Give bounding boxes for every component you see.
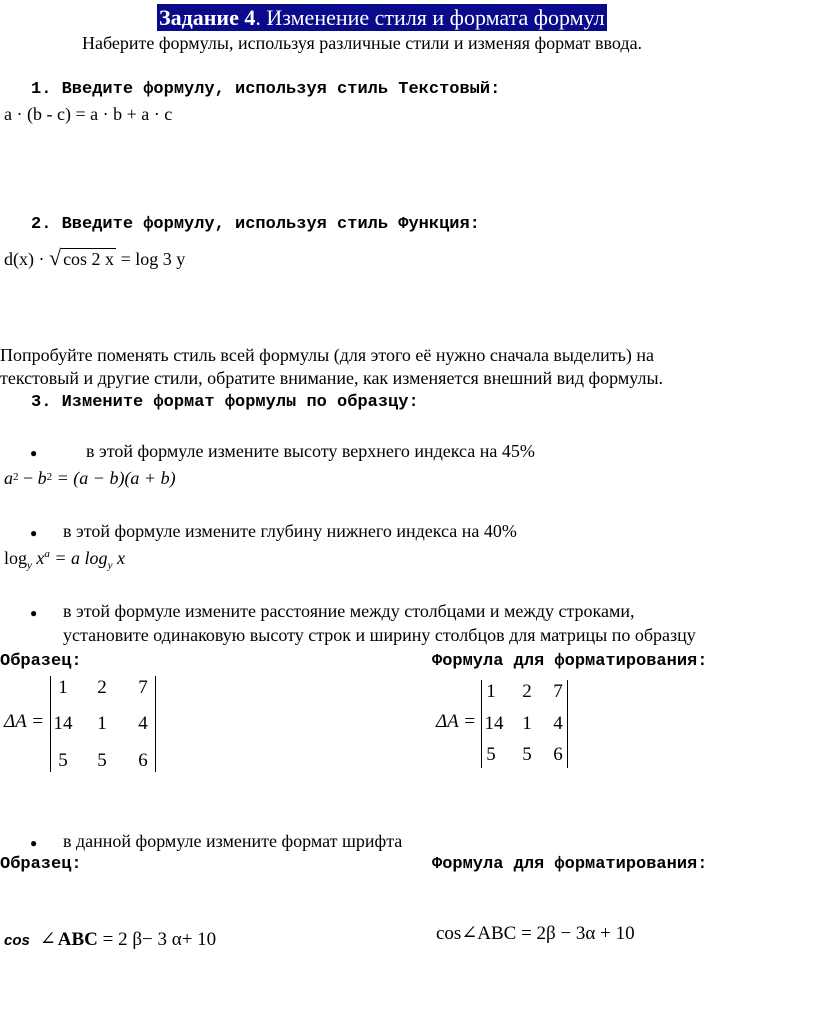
f-rest: = (a − b)(a + b) bbox=[56, 468, 176, 488]
task2-formula bbox=[4, 245, 185, 271]
bullet-icon: ● bbox=[30, 836, 38, 850]
matrix-cell: 2 bbox=[97, 677, 107, 698]
bullet-icon: ● bbox=[30, 446, 38, 460]
item2-text: в этой формуле измените глубину нижнего индекса на 40% bbox=[63, 521, 517, 541]
angle-icon: ∠ bbox=[39, 929, 56, 950]
f-b: b bbox=[37, 468, 47, 488]
f-sup: a bbox=[44, 548, 50, 560]
matrix-cell: 14 bbox=[53, 713, 73, 734]
task2-radicand: cos 2 x bbox=[63, 249, 115, 269]
f-rest: = 2 β− 3 α+ 10 bbox=[102, 929, 217, 950]
format-matrix-lhs: ΔA = bbox=[436, 711, 476, 732]
f-x: x bbox=[116, 548, 125, 568]
f-sup: 2 bbox=[13, 471, 19, 483]
item1-text: в этой формуле измените высоту верхнего индекса на 45% bbox=[86, 441, 535, 461]
task2-heading: 2. Введите формулу, используя стиль Функция: bbox=[31, 215, 480, 234]
f-sub: y bbox=[107, 559, 113, 572]
matrix-cell: 5 bbox=[486, 744, 496, 765]
format-label: Формула для форматирования: bbox=[432, 855, 708, 874]
f-eq: = a log bbox=[54, 548, 108, 568]
item4-sample-formula bbox=[4, 928, 216, 951]
item3-text2: установите одинаковую высоту строк и ширину столбцов для матрицы по образцу bbox=[63, 625, 696, 645]
matrix-cell: 5 bbox=[97, 750, 107, 771]
item1-formula bbox=[4, 468, 176, 489]
f-log: log bbox=[4, 548, 28, 568]
task3-heading: 3. Измените формат формулы по образцу: bbox=[31, 393, 419, 412]
format-label: Формула для форматирования: bbox=[432, 652, 708, 671]
item4-format-formula: cos∠ABC = 2β − 3α + 10 bbox=[436, 923, 635, 944]
matrix-cell: 1 bbox=[486, 681, 496, 702]
f-abc: ABC bbox=[57, 929, 98, 950]
f-sub: y bbox=[27, 559, 32, 572]
matrix-cell: 6 bbox=[553, 744, 563, 765]
intro-text: Наберите формулы, используя различные стили и изменяя формат ввода. bbox=[82, 33, 643, 53]
bullet-icon: ● bbox=[30, 526, 38, 540]
item4-text: в данной формуле измените формат шрифта bbox=[63, 831, 403, 851]
sample-matrix-lhs: ΔA = bbox=[4, 711, 44, 732]
matrix-cell: 5 bbox=[58, 750, 68, 771]
task2-rhs: = log 3 y bbox=[120, 249, 186, 269]
task2-lhs: d(x) · bbox=[4, 249, 45, 269]
sample-label: Образец: bbox=[0, 855, 82, 874]
matrix-cell: 2 bbox=[522, 681, 532, 702]
matrix-cell: 4 bbox=[138, 713, 148, 734]
matrix-cell: 6 bbox=[138, 750, 148, 771]
f-sup: 2 bbox=[46, 471, 53, 483]
matrix-cell: 7 bbox=[138, 677, 148, 698]
task-title-text: . Изменение стиля и формата формул bbox=[255, 5, 605, 30]
note-line2: текстовый и другие стили, обратите внимание, как изменяется внешний вид формулы. bbox=[0, 368, 664, 388]
item2-formula bbox=[4, 548, 125, 572]
matrix-cell: 7 bbox=[553, 681, 563, 702]
radical-sign: √ bbox=[48, 245, 62, 270]
task1-formula: a · (b - c) = a · b + a · c bbox=[4, 104, 173, 124]
task-title bbox=[157, 4, 607, 31]
f-minus: − bbox=[23, 468, 34, 488]
task1-heading: 1. Введите формулу, используя стиль Текстовый: bbox=[31, 80, 501, 99]
note-line1: Попробуйте поменять стиль всей формулы (для этого её нужно сначала выделить) на bbox=[0, 345, 654, 365]
f-a: a bbox=[4, 468, 13, 488]
matrix-cell: 1 bbox=[58, 677, 68, 698]
matrix-cell: 1 bbox=[522, 713, 532, 734]
bullet-icon: ● bbox=[30, 606, 38, 620]
item3-text1: в этой формуле измените расстояние между столбцами и между строками, bbox=[63, 601, 635, 621]
matrix-cell: 4 bbox=[553, 713, 563, 734]
sample-label: Образец: bbox=[0, 652, 82, 671]
matrix-cell: 5 bbox=[522, 744, 532, 765]
task-number: Задание 4 bbox=[159, 5, 256, 30]
f-x: x bbox=[36, 548, 45, 568]
matrix-cell: 14 bbox=[484, 713, 504, 734]
f-cos: cos bbox=[4, 932, 30, 949]
matrix-cell: 1 bbox=[97, 713, 107, 734]
